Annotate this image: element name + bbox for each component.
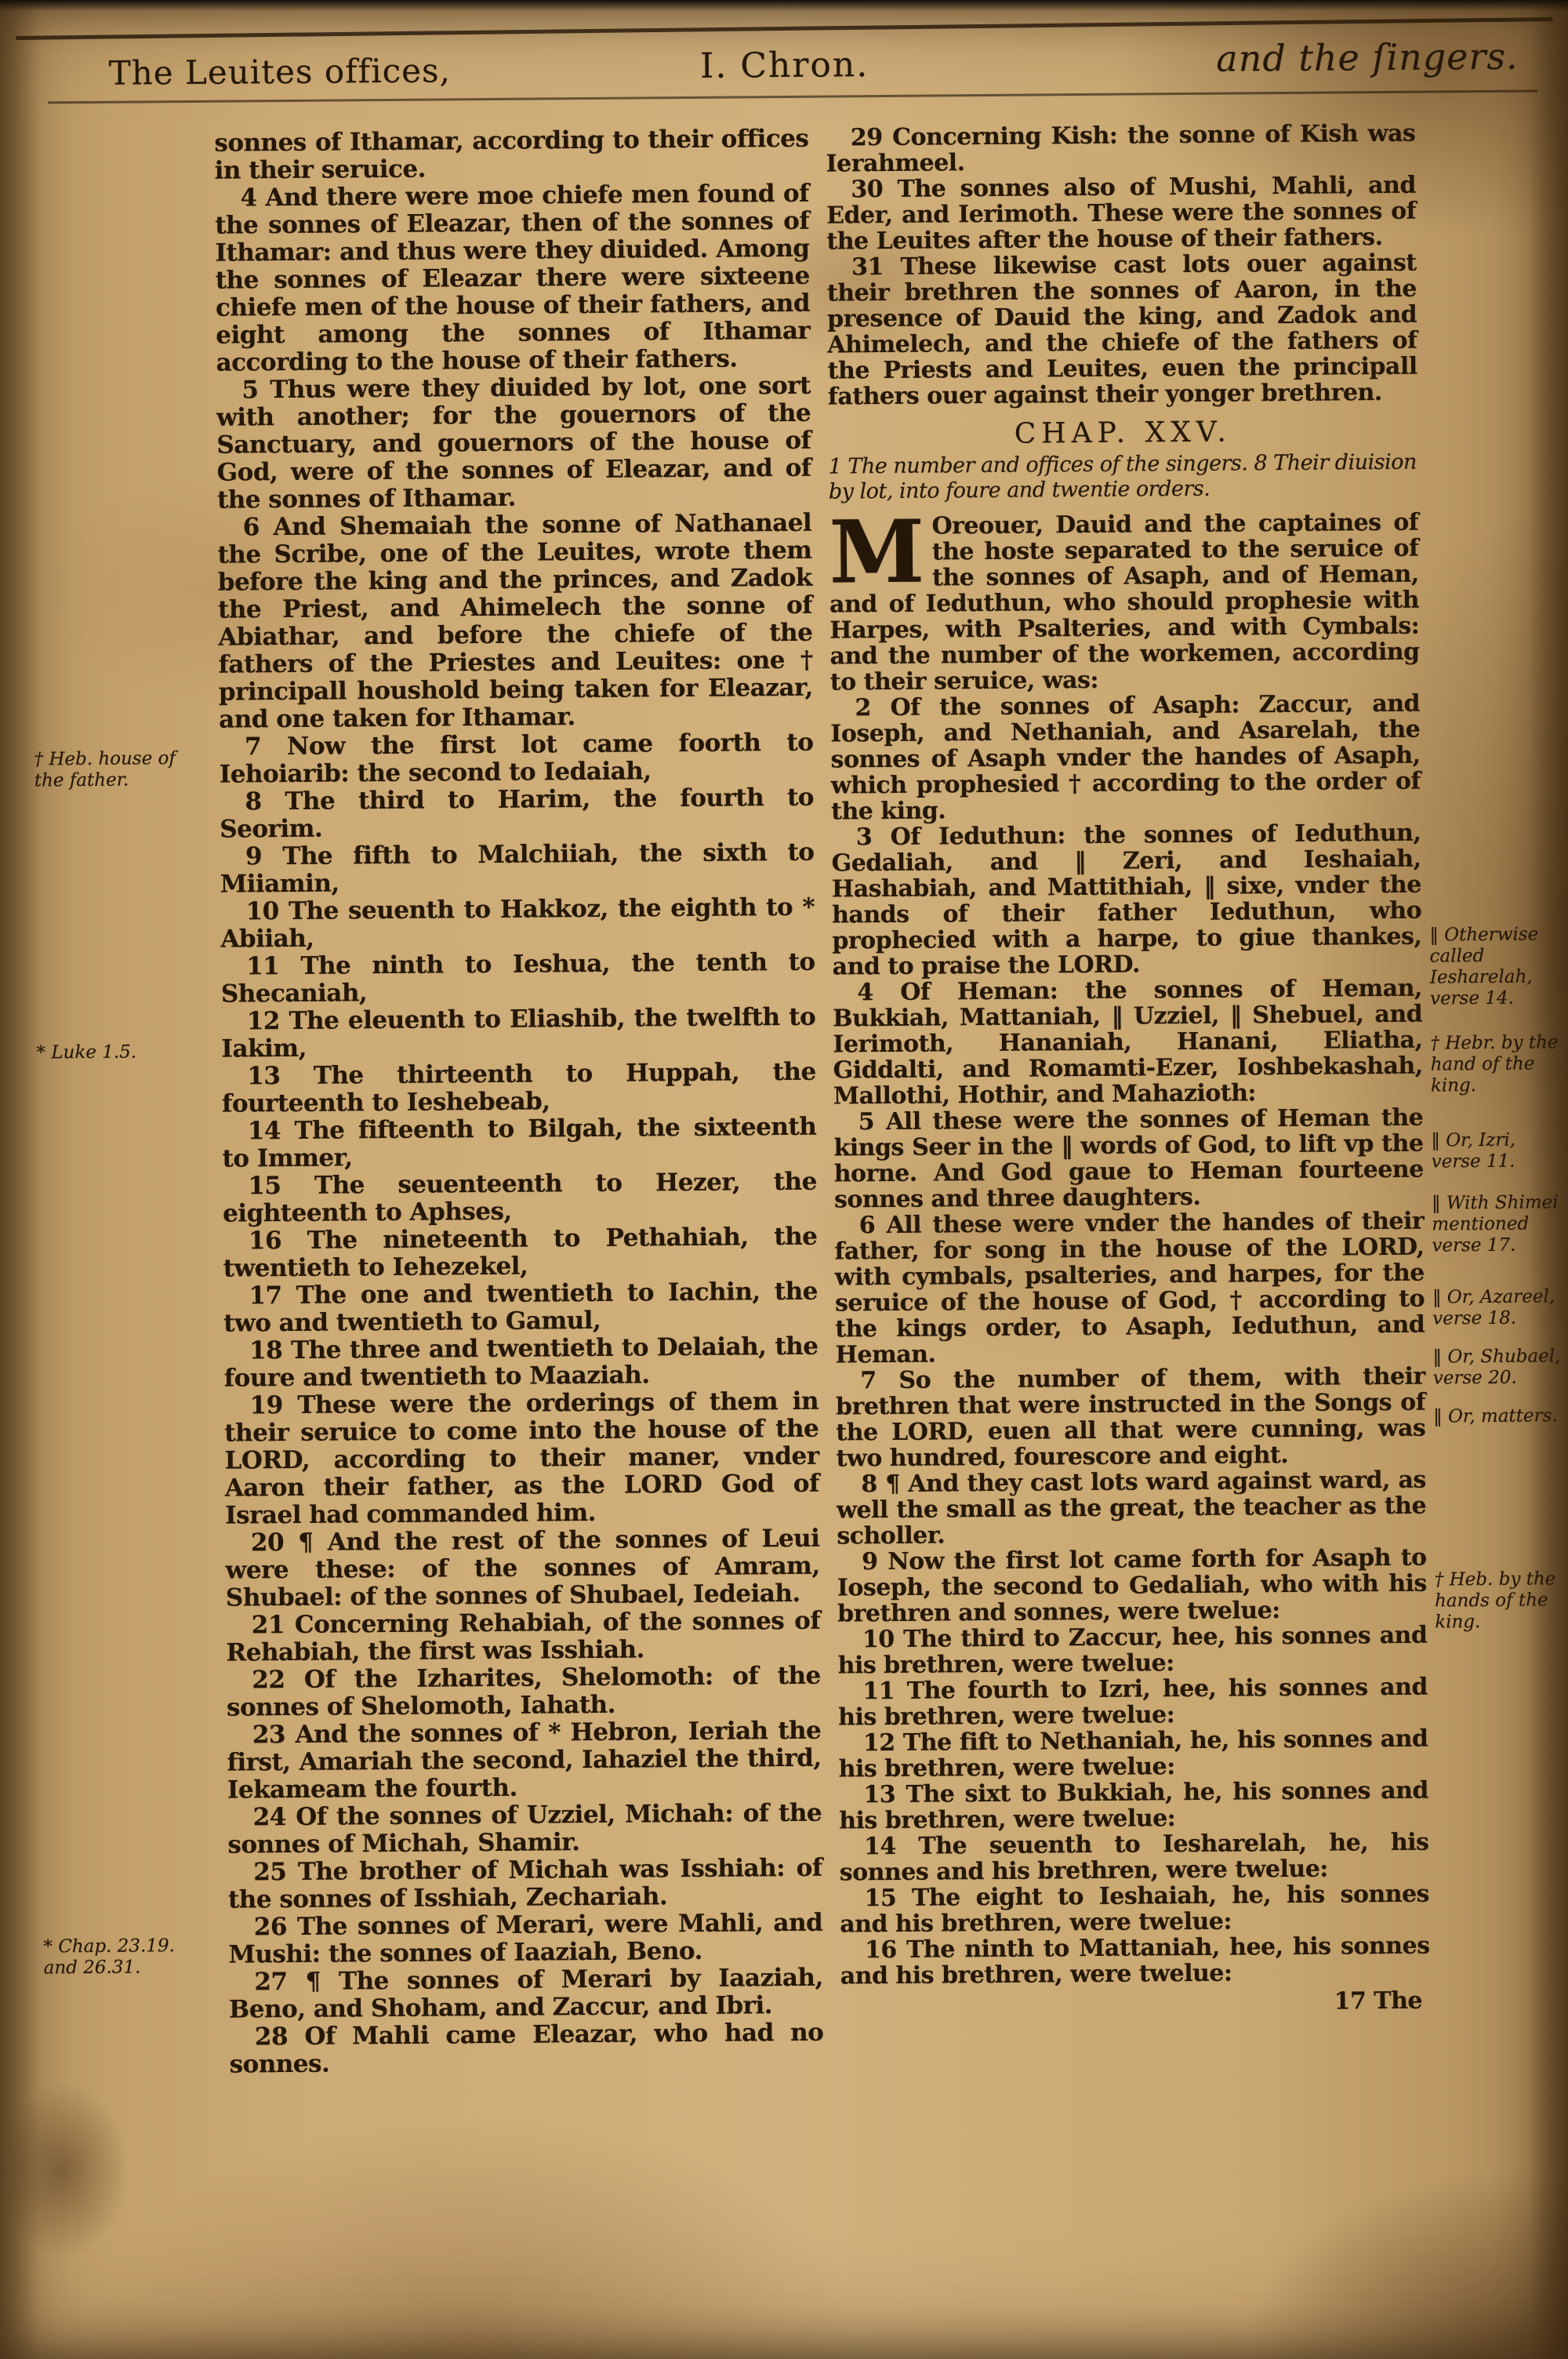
verse-paragraph: 3 Of Ieduthun: the sonnes of Ieduthun, Gedaliah, and ‖ Zeri, and Ieshaiah, Hashabiah, and Mattithiah, ‖ sixe, vnder the hands of their father Ieduthun, who prophecied with a harpe, to giue thankes, and to praise the LORD. <box>831 819 1422 981</box>
verse-paragraph: 15 The eight to Ieshaiah, he, his sonnes and his brethren, were twelue: <box>840 1880 1430 1939</box>
verse-paragraph: 14 The seuenth to Iesharelah, he, his sonnes and his brethren, were twelue: <box>839 1828 1429 1887</box>
margin-note: ‖ Otherwise called Iesharelah, verse 14. <box>1429 924 1539 1009</box>
verse-paragraph: sonnes of Ithamar, according to their offices in their seruice. <box>214 124 809 185</box>
verse-paragraph: 2 Of the sonnes of Asaph: Zaccur, and Ioseph, and Nethaniah, and Asarelah, the sonnes of Asaph vnder the handes of Asaph, which prophesied † according to the order of the king. <box>830 689 1421 826</box>
verse-paragraph: 10 The third to Zaccur, hee, his sonnes and his brethren, were twelue: <box>837 1621 1428 1680</box>
verse-paragraph: 24 Of the sonnes of Uzziel, Michah: of the sonnes of Michah, Shamir. <box>227 1798 822 1859</box>
verse-paragraph: 13 The thirteenth to Huppah, the fourteenth to Ieshebeab, <box>221 1057 816 1118</box>
verse-paragraph: 5 All these were the sonnes of Heman the kings Seer in the ‖ words of God, to lift vp the horne. And God gaue to Heman fourteene sonnes and three daughters. <box>833 1103 1424 1214</box>
margin-note: ‖ Or, Shubael, verse 20. <box>1432 1346 1561 1389</box>
verse-paragraph: 18 The three and twentieth to Delaiah, the foure and twentieth to Maaziah. <box>223 1332 818 1393</box>
verse-paragraph: 4 Of Heman: the sonnes of Heman, Bukkiah, Mattaniah, ‖ Uzziel, ‖ Shebuel, and Ierimoth, Hananiah, Hanani, Eliatha, Giddalti, and Romamti-Ezer, Ioshbekashah, Mallothi, Hothir, and Mahazioth: <box>833 974 1423 1110</box>
verse-paragraph: 15 The seuenteenth to Hezer, the eighteenth to Aphses, <box>222 1167 817 1228</box>
verse-paragraph: 23 And the sonnes of * Hebron, Ieriah the first, Amariah the second, Iahaziel the third, Iekameam the fourth. <box>227 1716 822 1805</box>
verse-paragraph: 4 And there were moe chiefe men found of the sonnes of Eleazar, then of the sonnes of Ithamar: and thus were they diuided. Among the sonnes of Eleazar there were sixteene chiefe men of the house of their fathers, and eight among the sonnes of Ithamar according to the house of their fathers. <box>215 179 811 377</box>
chapter-heading: CHAP. XXV. <box>1014 416 1232 450</box>
left-text-column <box>214 125 823 2079</box>
margin-note: * Luke 1.5. <box>36 1041 137 1063</box>
margin-note: ‖ Or, matters. <box>1433 1405 1558 1427</box>
margin-note: ‖ Or, Azareel, verse 18. <box>1432 1286 1555 1329</box>
verse-paragraph: 16 The ninth to Mattaniah, hee, his sonnes and his brethren, were twelue: <box>840 1932 1430 1990</box>
verse-paragraph: 6 All these were vnder the handes of their father, for song in the house of the LORD, with cymbals, psalteries, and harpes, for the seruice of the house of God, † according to the kings order, to Asaph, Ieduthun, and Heman. <box>834 1207 1425 1369</box>
verse-paragraph: 19 These were the orderings of them in their seruice to come into the house of the LORD, according to their maner, vnder Aaron their father, as the LORD God of Israel had commanded him. <box>224 1387 819 1530</box>
catchword: 17 The <box>1334 1986 1423 2016</box>
verse-paragraph: 31 These likewise cast lots ouer against their brethren the sonnes of Aaron, in the presence of Dauid the king, and Zadok and Ahimelech, and the chiefe of the fathers of the Priests and Leuites, euen the principall fathers ouer against their yonger brethren. <box>826 249 1417 411</box>
verse-paragraph: 11 The fourth to Izri, hee, his sonnes and his brethren, were twelue: <box>838 1673 1428 1732</box>
verse-paragraph: 6 And Shemaiah the sonne of Nathanael the Scribe, one of the Leuites, wrote them before the king and the princes, and Zadok the Priest, and Ahimelech the sonne of Abiathar, and before the chiefe of the fathers of the Priestes and Leuites: one † principall houshold being taken for Eleazar, and one taken for Ithamar. <box>217 508 814 734</box>
verse-paragraph: 7 So the number of them, with their brethren that were instructed in the Songs of the LORD, euen all that were cunning, was two hundred, fourescore and eight. <box>835 1362 1426 1473</box>
verse-paragraph: 12 The fift to Nethaniah, he, his sonnes and his brethren, were twelue: <box>838 1725 1428 1783</box>
verse-paragraph: 25 The brother of Michah was Isshiah: of the sonnes of Isshiah, Zechariah. <box>227 1853 822 1914</box>
verse-paragraph: 9 The fifth to Malchiiah, the sixth to Miiamin, <box>220 838 815 899</box>
verse-paragraph: 8 The third to Harim, the fourth to Seorim. <box>220 783 815 844</box>
verse-paragraph: 21 Concerning Rehabiah, of the sonnes of Rehabiah, the first was Isshiah. <box>226 1606 821 1667</box>
verse-1-text: Oreouer, Dauid and the captaines of the hoste separated to the seruice of the sonnes of Asaph, and of Heman, and of Ieduthun, who should prophesie with Harpes, with Psalteries, and with Cymbals: and the number of the workemen, according to their seruice, was: <box>829 508 1420 696</box>
verse-paragraph: 30 The sonnes also of Mushi, Mahli, and Eder, and Ierimoth. These were the sonnes of the Leuites after the house of their fathers. <box>826 171 1417 256</box>
verse-paragraph: 12 The eleuenth to Eliashib, the twelfth to Iakim, <box>221 1002 816 1063</box>
verse-paragraph: 17 The one and twentieth to Iachin, the two and twentieth to Gamul, <box>223 1277 818 1338</box>
verse-paragraph: 11 The ninth to Ieshua, the tenth to Shecaniah, <box>220 947 815 1009</box>
right-text-column <box>826 121 1430 2019</box>
margin-note: ‖ Or, Izri, verse 11. <box>1431 1129 1516 1172</box>
margin-note: † Hebr. by the hand of the king. <box>1430 1032 1559 1096</box>
margin-note: * Chap. 23.19. and 26.31. <box>43 1936 176 1979</box>
verse-1-paragraph <box>829 500 1420 696</box>
verse-paragraph: 7 Now the first lot came foorth to Iehoiarib: the second to Iedaiah, <box>219 728 814 789</box>
verse-paragraph: 16 The nineteenth to Pethahiah, the twentieth to Iehezekel, <box>223 1222 818 1283</box>
chapter-argument: 1 The number and offices of the singers. 8 Their diuision by lot, into foure and twentie orders. <box>828 449 1417 504</box>
verse-paragraph: 20 ¶ And the rest of the sonnes of Leui were these: of the sonnes of Amram, Shubael: of the sonnes of Shubael, Iedeiah. <box>225 1524 820 1612</box>
running-head <box>0 35 1568 96</box>
verse-paragraph: 8 ¶ And they cast lots ward against ward, as well the small as the great, the teacher as the scholler. <box>836 1466 1427 1550</box>
verse-paragraph: 22 Of the Izharites, Shelomoth: of the sonnes of Shelomoth, Iahath. <box>226 1661 821 1722</box>
verse-paragraph: 13 The sixt to Bukkiah, he, his sonnes and his brethren, were twelue: <box>839 1776 1429 1835</box>
running-head-center: I. Chron. <box>699 45 869 86</box>
verse-paragraph: 14 The fifteenth to Bilgah, the sixteenth to Immer, <box>222 1112 817 1173</box>
margin-note: ‖ With Shimei mentioned verse 17. <box>1431 1192 1559 1256</box>
verse-paragraph: 5 Thus were they diuided by lot, one sort with another; for the gouernors of the Sanctuary, and gouernors of the house of God, were of the sonnes of Eleazar, and of the sonnes of Ithamar. <box>216 371 811 514</box>
running-head-right: and the ſingers. <box>1216 35 1519 80</box>
drop-cap-initial: M <box>829 500 925 603</box>
verse-paragraph: 28 Of Mahli came Eleazar, who had no sonnes. <box>229 2018 824 2079</box>
margin-note: † Heb. by the hands of the king. <box>1434 1568 1556 1633</box>
verse-paragraph: 10 The seuenth to Hakkoz, the eighth to * Abiiah, <box>220 892 815 954</box>
verse-paragraph: 26 The sonnes of Merari, were Mahli, and Mushi: the sonnes of Iaaziah, Beno. <box>228 1908 823 1969</box>
running-head-left: The Leuites offices, <box>108 51 452 93</box>
verse-paragraph: 27 ¶ The sonnes of Merari by Iaaziah, Beno, and Shoham, and Zaccur, and Ibri. <box>228 1963 823 2024</box>
verse-paragraph: 29 Concerning Kish: the sonne of Kish was Ierahmeel. <box>826 119 1416 178</box>
verse-paragraph: 9 Now the first lot came forth for Asaph to Ioseph, the second to Gedaliah, who with his brethren and sonnes, were twelue: <box>837 1543 1428 1628</box>
margin-note: † Heb. house of the father. <box>34 748 176 791</box>
